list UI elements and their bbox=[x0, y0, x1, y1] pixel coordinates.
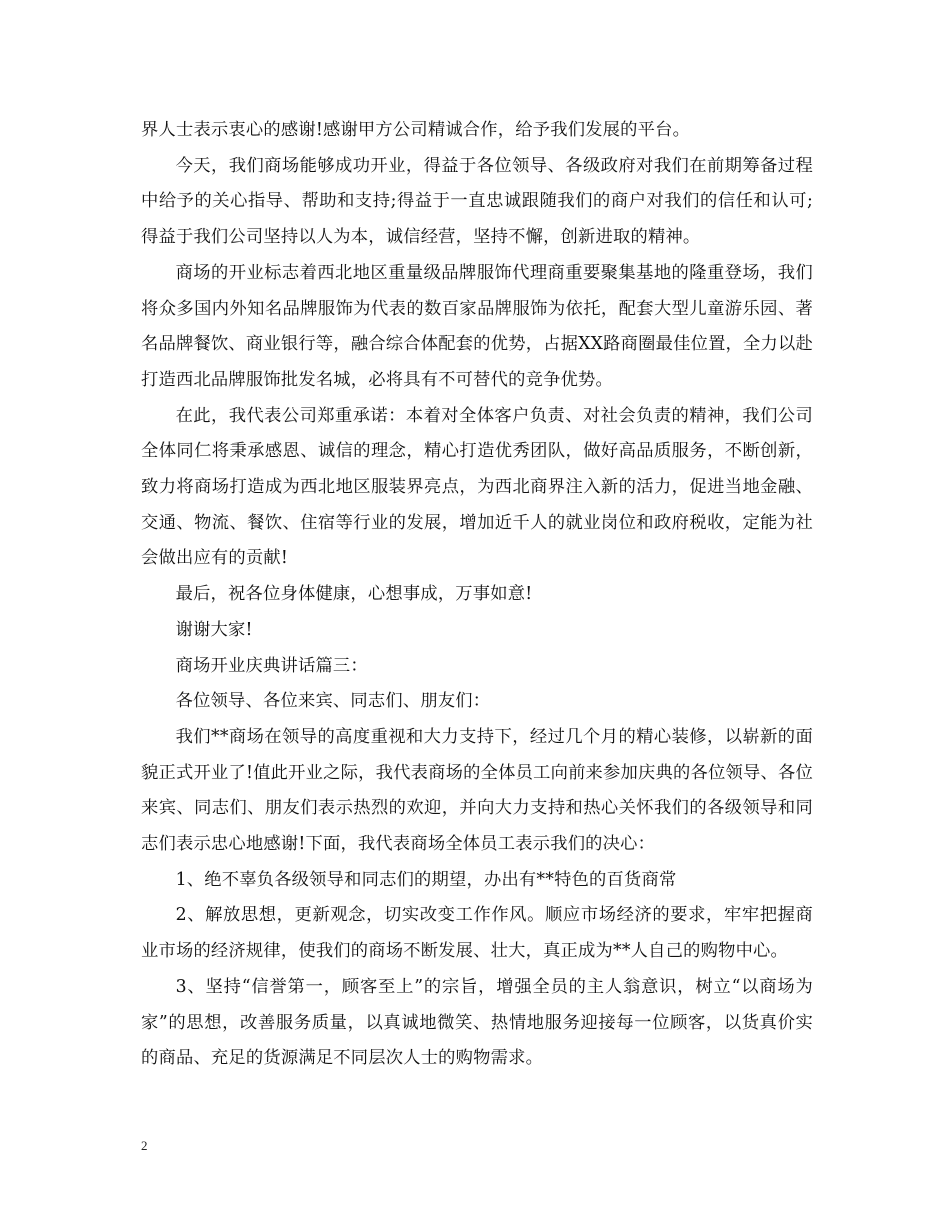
paragraph-9: 我们**商场在领导的高度重视和大力支持下，经过几个月的精心装修，以崭新的面貌正式开业了!值此开业之际，我代表商场的全体员工向前来参加庆典的各位领导、各位来宾、同志们、朋友们表示热烈的欢迎，并向大力支持和热心关怀我们的各级领导和同志们表示忠心地感谢!下面，我代表商场全体员工表示我们的决心： bbox=[141, 726, 813, 855]
paragraph-1: 界人士表示衷心的感谢!感谢甲方公司精诚合作，给予我们发展的平台。 bbox=[141, 120, 691, 140]
paragraph-2: 今天，我们商场能够成功开业，得益于各位领导、各级政府对我们在前期筹备过程中给予的关心指导、帮助和支持;得益于一直忠诚跟随我们的商户对我们的信任和认可;得益于我们公司坚持以人为本，诚信经营，坚持不懈，创新进取的精神。 bbox=[141, 155, 813, 248]
section-heading: 商场开业庆典讲话篇三： bbox=[175, 655, 368, 676]
paragraph-5: 最后，祝各位身体健康，心想事成，万事如意! bbox=[175, 584, 533, 605]
salutation: 各位领导、各位来宾、同志们、朋友们： bbox=[175, 691, 491, 712]
document-body bbox=[141, 113, 813, 1077]
list-item-2: 2、解放思想，更新观念，切实改变工作作风。顺应市场经济的要求，牢牢把握商业市场的经济规律，使我们的商场不断发展、壮大，真正成为**人自己的购物中心。 bbox=[141, 905, 813, 962]
paragraph-4: 在此，我代表公司郑重承诺：本着对全体客户负责、对社会负责的精神，我们公司全体同仁将秉承感恩、诚信的理念，精心打造优秀团队，做好高品质服务，不断创新，致力将商场打造成为西北地区服装界亮点，为西北商界注入新的活力，促进当地金融、交通、物流、餐饮、住宿等行业的发展，增加近千人的就业岗位和政府税收，定能为社会做出应有的贡献! bbox=[141, 405, 813, 569]
page-number: 2 bbox=[141, 1138, 148, 1153]
list-item-3: 3、坚持“信誉第一，顾客至上”的宗旨，增强全员的主人翁意识，树立“以商场为家”的思想，改善服务质量，以真诚地微笑、热情地服务迎接每一位顾客，以货真价实的商品、充足的货源满足不同层次人士的购物需求。 bbox=[141, 976, 813, 1069]
list-item-1: 1、绝不辜负各级领导和同志们的期望，办出有**特色的百货商常 bbox=[175, 869, 677, 890]
paragraph-3: 商场的开业标志着西北地区重量级品牌服饰代理商重要聚集基地的隆重登场，我们将众多国内外知名品牌服饰为代表的数百家品牌服饰为依托，配套大型儿童游乐园、著名品牌餐饮、商业银行等，融合综合体配套的优势，占据XX路商圈最佳位置，全力以赴打造西北品牌服饰批发名城，必将具有不可替代的竞争优势。 bbox=[141, 262, 813, 390]
paragraph-6: 谢谢大家! bbox=[175, 619, 253, 640]
